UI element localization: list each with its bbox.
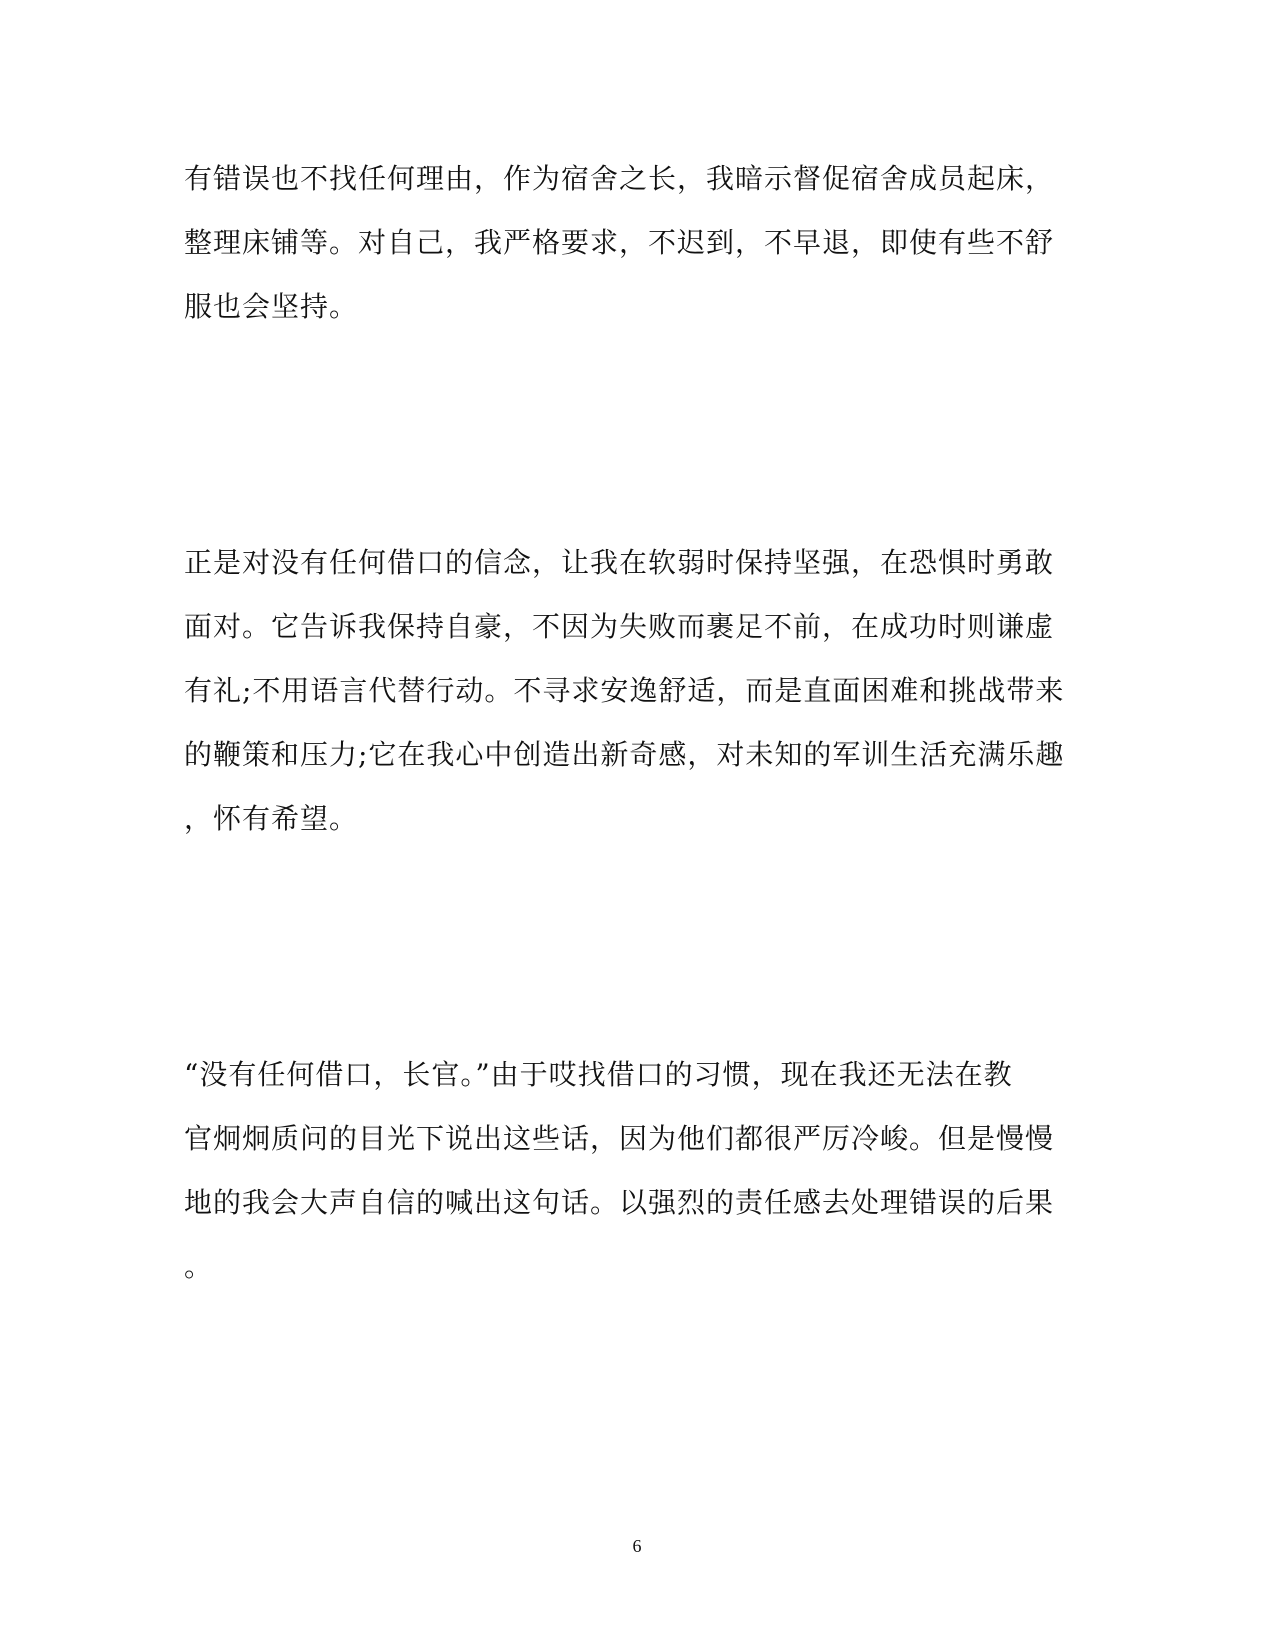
paragraph-2-line-2: 面对。它告诉我保持自豪，不因为失败而裹足不前，在成功时则谦虚 — [184, 610, 1055, 643]
paragraph-3-line-1: “没有任何借口，长官。”由于哎找借口的习惯，现在我还无法在教 — [184, 1058, 1013, 1091]
paragraph-2-line-4: 的鞭策和压力;它在我心中创造出新奇感，对未知的军训生活充满乐趣 — [184, 738, 1065, 771]
paragraph-3-line-2: 官炯炯质问的目光下说出这些话，因为他们都很严厉冷峻。但是慢慢 — [184, 1122, 1055, 1155]
paragraph-2-line-3: 有礼;不用语言代替行动。不寻求安逸舒适，而是直面困难和挑战带来 — [184, 674, 1065, 707]
paragraph-3-line-4: 。 — [184, 1250, 214, 1283]
page-number: 6 — [632, 1536, 642, 1556]
paragraph-3-line-3: 地的我会大声自信的喊出这句话。以强烈的责任感去处理错误的后果 — [184, 1186, 1055, 1219]
paragraph-2-line-5: ，怀有希望。 — [184, 802, 359, 835]
paragraph-2-line-1: 正是对没有任何借口的信念，让我在软弱时保持坚强，在恐惧时勇敢 — [184, 546, 1055, 579]
paragraph-1-line-2: 整理床铺等。对自己，我严格要求，不迟到，不早退，即使有些不舒 — [184, 226, 1055, 259]
paragraph-1-line-3: 服也会坚持。 — [184, 290, 359, 323]
paragraph-1-line-1: 有错误也不找任何理由，作为宿舍之长，我暗示督促宿舍成员起床， — [184, 162, 1055, 195]
